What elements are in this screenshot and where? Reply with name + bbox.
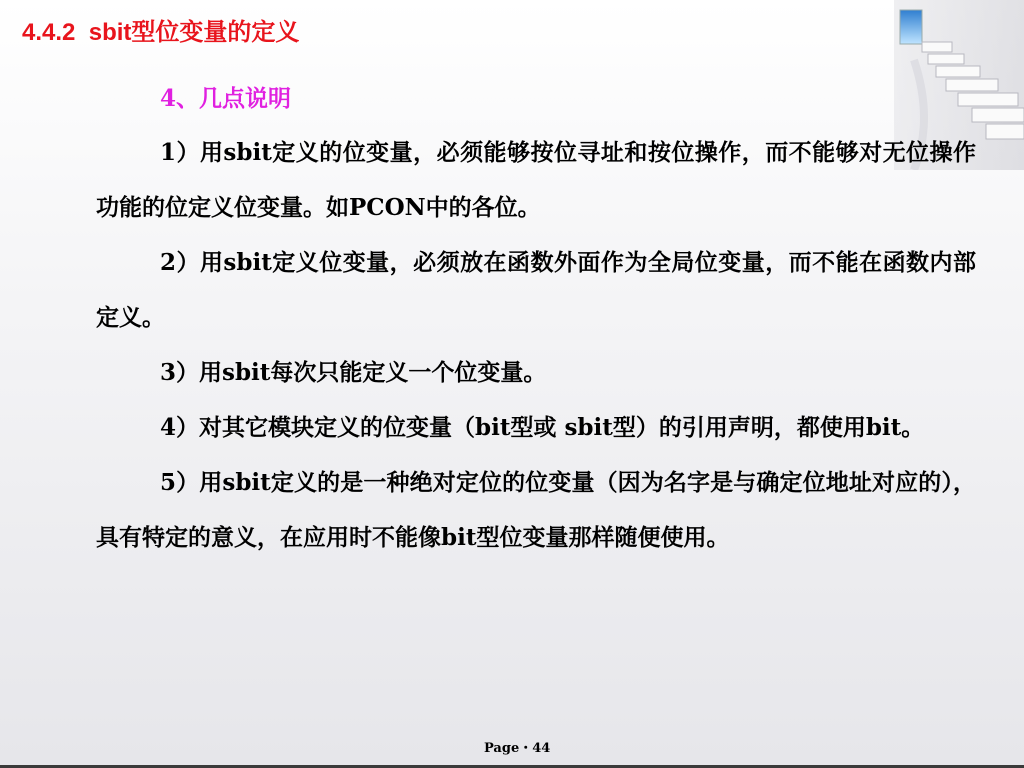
slide-title: 4.4.2 sbit型位变量的定义 (22, 19, 300, 46)
paragraph-5: 5）用sbit定义的是一种绝对定位的位变量（因为名字是与确定位地址对应的），具有特定的意义，在应用时不能像bit型位变量那样随便使用。 (96, 469, 976, 551)
paragraph-3: 3）用sbit每次只能定义一个位变量。 (160, 359, 547, 386)
section-subheading: 4、几点说明 (160, 85, 292, 112)
body-content (96, 125, 976, 565)
paragraph-2: 2）用sbit定义位变量，必须放在函数外面作为全局位变量，而不能在函数内部定义。 (96, 249, 976, 331)
paragraph-4: 4）对其它模块定义的位变量（bit型或 sbit型）的引用声明，都使用bit。 (160, 414, 925, 441)
page-number: Page・44 (484, 741, 551, 756)
paragraph-1: 1）用sbit定义的位变量，必须能够按位寻址和按位操作，而不能够对无位操作功能的位定义位变量。如PCON中的各位。 (96, 139, 976, 221)
